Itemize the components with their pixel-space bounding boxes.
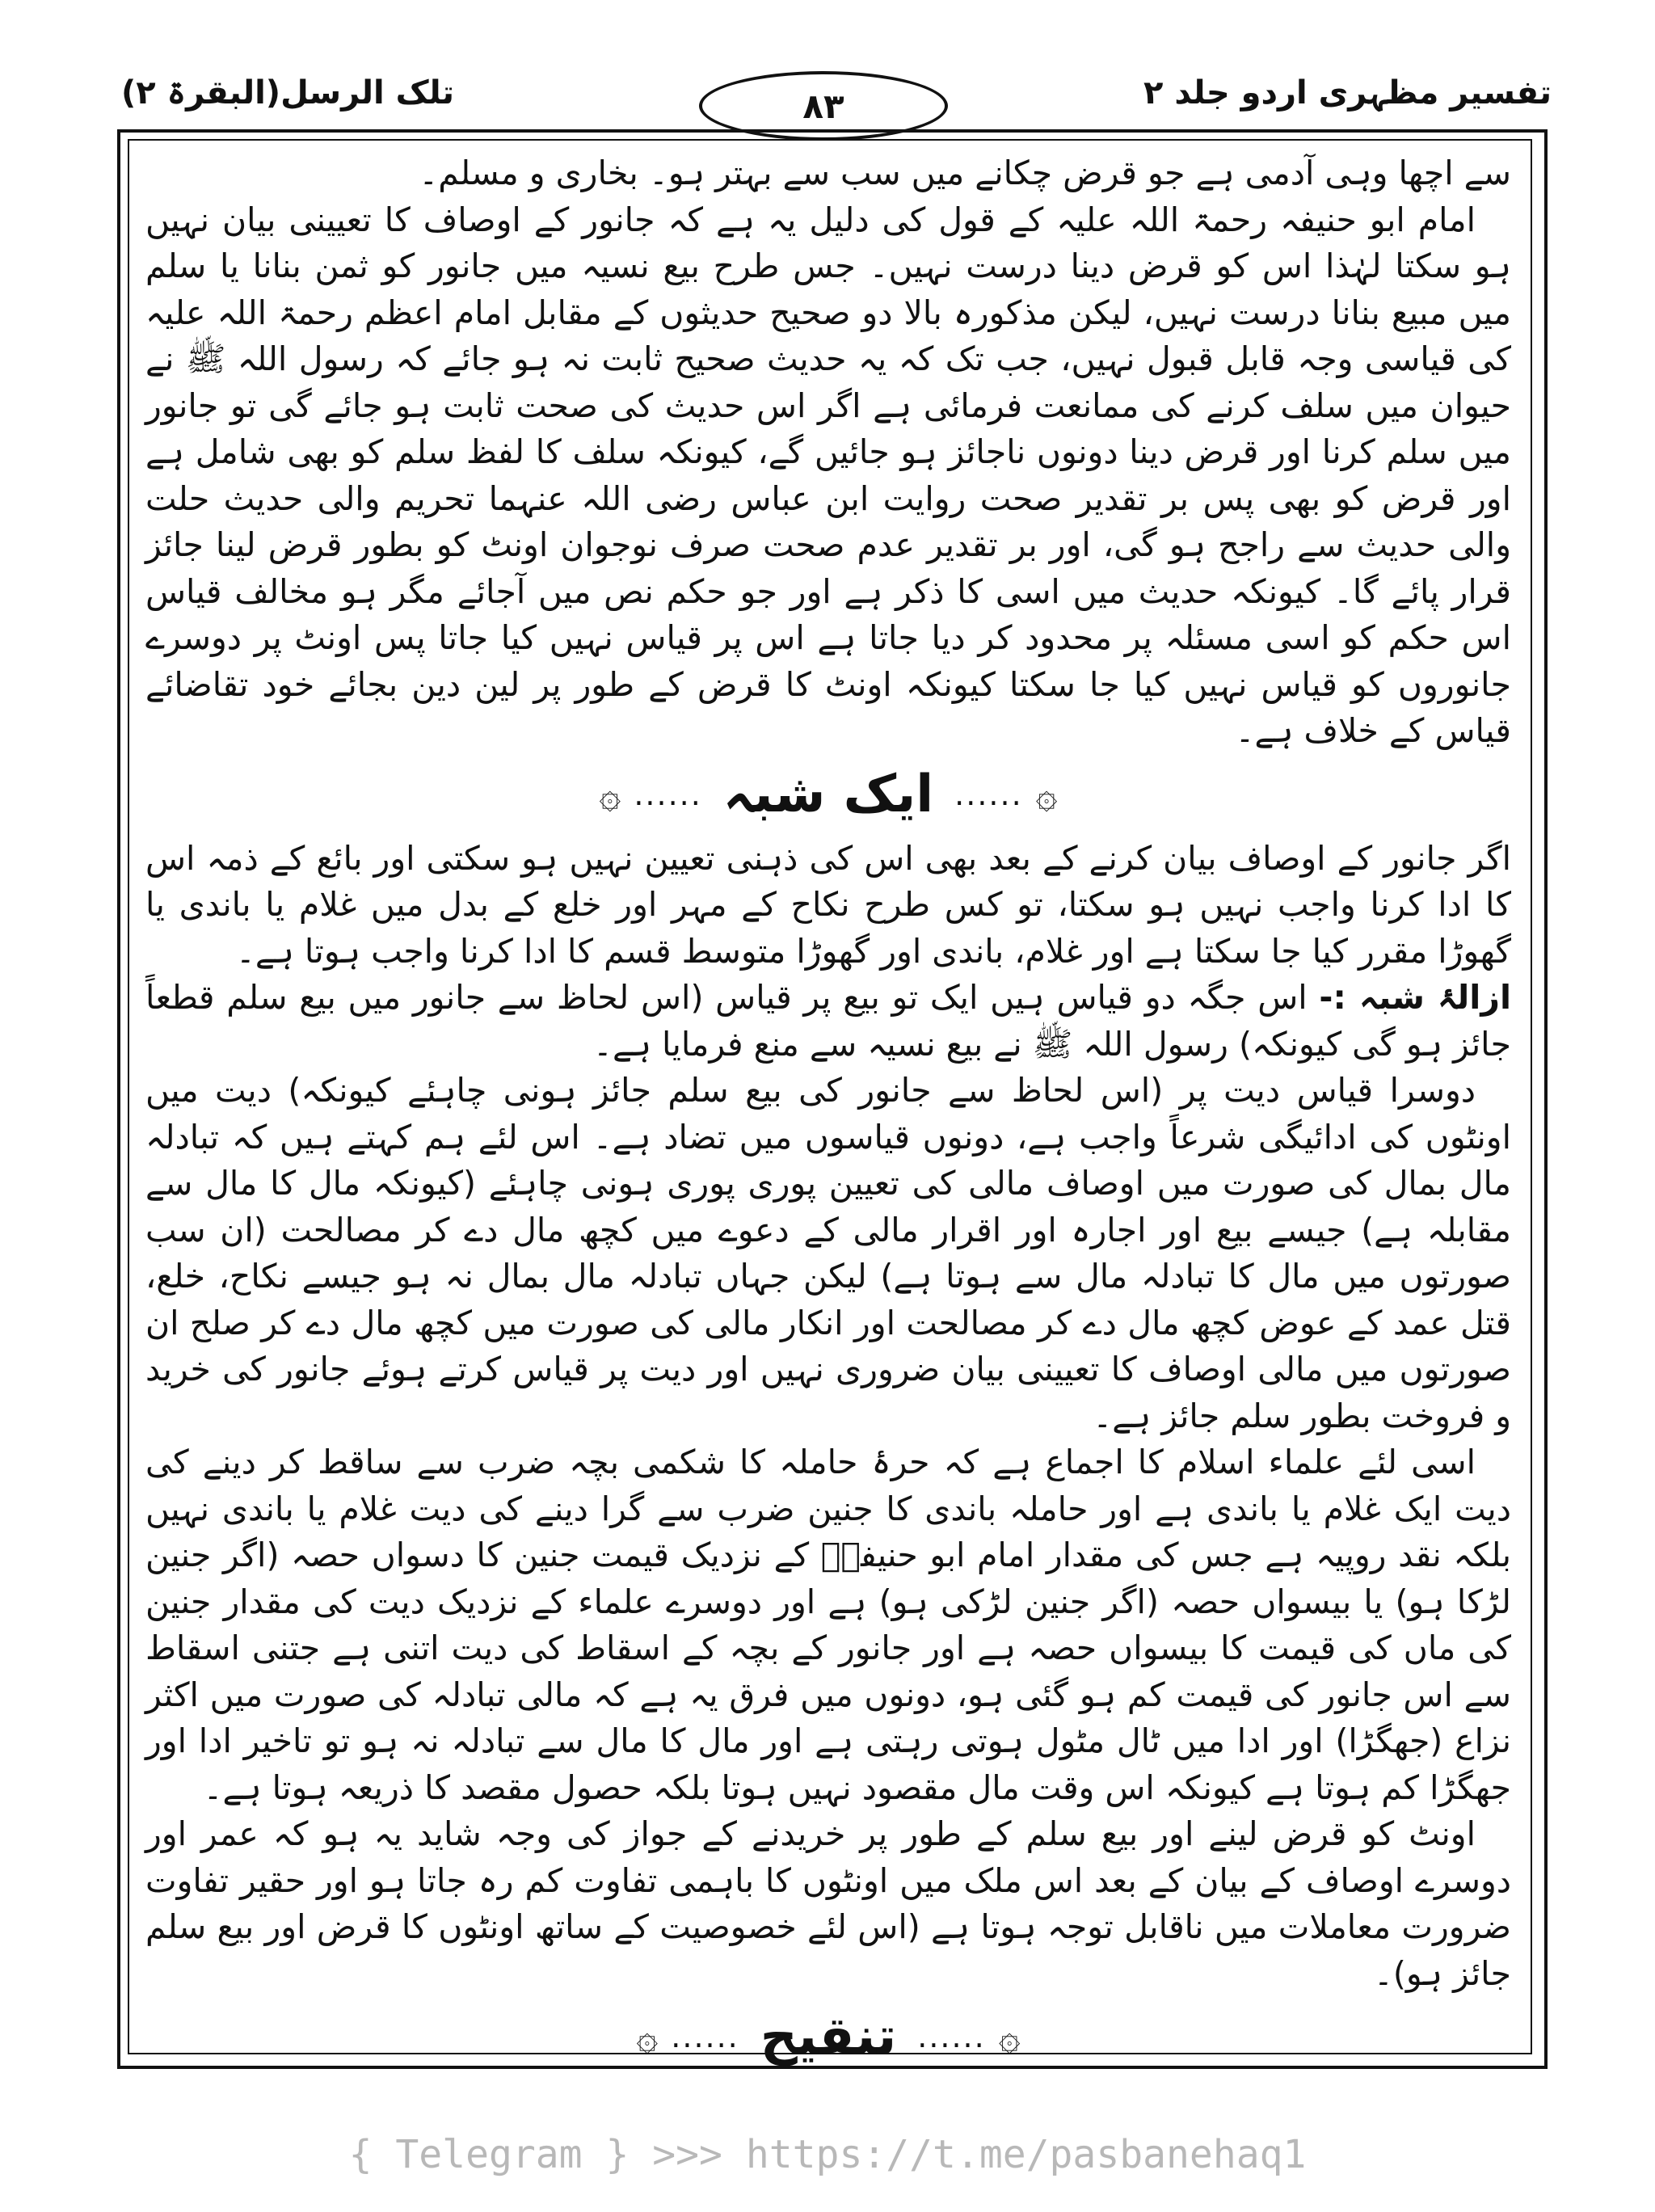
paragraph-izala: [145, 975, 1511, 1068]
ornament-icon: ۞: [998, 2015, 1021, 2059]
ornament-icon: ۞: [599, 772, 621, 816]
heading-dots: ......: [634, 776, 702, 812]
ornament-icon: ۞: [636, 2015, 659, 2059]
chapter-title: تلک الرسل(البقرۃ ۲): [121, 74, 454, 112]
book-title: تفسیر مظہری اردو جلد ۲: [1143, 74, 1552, 112]
paragraph: سے اچھا وہی آدمی ہے جو قرض چکانے میں سب سے بہتر ہو۔ بخاری و مسلم۔: [419, 154, 1511, 192]
paragraph: اونٹ کو قرض لینے اور بیع سلم کے طور پر خریدنے کے جواز کی وجہ شاید یہ ہو کہ عمر اور دوسرے اوصاف کے بیان کے بعد اس ملک میں اونٹوں کا باہمی تفاوت کم رہ جاتا ہو اور حقیر تفاوت ضرورت معاملات میں ناقابل توجہ ہوتا ہے (اس لئے خصوصیت کے ساتھ اونٹوں کا قرض اور بیع سلم جائز ہو)۔: [145, 1814, 1511, 1993]
ornament-icon: ۞: [1035, 772, 1058, 816]
paragraph: اسی لئے علماء اسلام کا اجماع ہے کہ حرۂ حاملہ کا شکمی بچہ ضرب سے ساقط کر دینے کی دیت ایک غلام یا باندی ہے اور حاملہ باندی کا جنین ضرب سے گرا دینے کی دیت غلام یا باندی نہیں بلکہ نقد روپیہ ہے جس کی مقدار امام ابو حنیفہؒ کے نزدیک قیمت جنین کا دسواں حصہ (اگر جنین لڑکا ہو) یا بیسواں حصہ (اگر جنین لڑکی ہو) ہے اور دوسرے علماء کے نزدیک دیت کی مقدار جنین کی ماں کی قیمت کا بیسواں حصہ ہے اور جانور کے بچہ کے اسقاط کی دیت اتنی ہے جتنی اسقاط سے اس جانور کی قیمت کم ہو گئی ہو، دونوں میں فرق یہ ہے کہ مالی تبادلہ کی صورت میں اکثر نزاع (جھگڑا) اور ادا میں ٹال مٹول ہوتی رہتی ہے اور مال کا مال سے تبادلہ نہ ہو تو تاخیر ادا اور جھگڑا کم ہوتا ہے کیونکہ اس وقت مال مقصود نہیں ہوتا بلکہ حصول مقصد کا ذریعہ ہوتا ہے۔: [145, 1443, 1511, 1807]
telegram-watermark: { Telegram } >>> https://t.me/pasbanehaq1: [348, 2132, 1307, 2177]
paragraph: دوسرا قیاس دیت پر (اس لحاظ سے جانور کی بیع سلم جائز ہونی چاہئے کیونکہ) دیت میں اونٹوں کی ادائیگی شرعاً واجب ہے، دونوں قیاسوں میں تضاد ہے۔ اس لئے ہم کہتے ہیں کہ تبادلہ مال بمال کی صورت میں اوصاف مالی کی تعیین پوری پوری ہونی چاہئے (کیونکہ مال کا مال سے مقابلہ ہے) جیسے بیع اور اجارہ اور اقرار مالی کے دعوے میں کچھ مال دے کر مصالحت (ان سب صورتوں میں مال کا تبادلہ مال سے ہوتا ہے) لیکن جہاں تبادلہ مال بمال نہ ہو جیسے نکاح، خلع، قتل عمد کے عوض کچھ مال دے کر مصالحت اور انکار مالی کی صورت میں کچھ مال دے کر صلح ان صورتوں میں مالی اوصاف کا تعیینی بیان ضروری نہیں اور دیت پر قیاس کرتے ہوئے جانور کی خرید و فروخت بطور سلم جائز ہے۔: [145, 1071, 1511, 1435]
izala-lead: ازالۂ شبہ :-: [1319, 978, 1511, 1017]
main-text: [145, 150, 1511, 2078]
page-number-text: ۸۳: [802, 86, 844, 126]
section-heading-title: ایک شبہ: [722, 764, 934, 824]
heading-dots: ......: [954, 776, 1023, 812]
izala-text: اس جگہ دو قیاس ہیں ایک تو بیع پر قیاس (اس لحاظ سے جانور میں بیع سلم قطعاً جائز ہو گی کیونکہ) رسول اللہ ﷺ نے بیع نسیہ سے منع فرمایا ہے۔: [145, 978, 1511, 1064]
section-heading-tanqih: [145, 1997, 1511, 2078]
heading-dots: ......: [671, 2019, 739, 2055]
heading-dots: ......: [917, 2019, 986, 2055]
section-heading-title: تنقیح: [760, 2007, 897, 2067]
paragraph: امام ابو حنیفہ رحمۃ اللہ علیہ کے قول کی دلیل یہ ہے کہ جانور کے اوصاف کا تعیینی بیان نہیں ہو سکتا لہٰذا اس کو قرض دینا درست نہیں۔ جس طرح بیع نسیہ میں جانور کو ثمن بنانا یا سلم میں مبیع بنانا درست نہیں، لیکن مذکورہ بالا دو صحیح حدیثوں کے مقابل امام اعظم رحمۃ اللہ علیہ کی قیاسی وجہ قابل قبول نہیں، جب تک کہ یہ حدیث صحیح ثابت نہ ہو جائے کہ رسول اللہ ﷺ نے حیوان میں سلف کرنے کی ممانعت فرمائی ہے اگر اس حدیث کی صحت ثابت ہو جائے گی تو جانور میں سلم کرنا اور قرض دینا دونوں ناجائز ہو جائیں گے، کیونکہ سلف کا لفظ سلم کو بھی شامل ہے اور قرض کو بھی پس بر تقدیر صحت روایت ابن عباس رضی اللہ عنہما تحریم والی حدیث حلت والی حدیث سے راجح ہو گی، اور بر تقدیر عدم صحت صرف نوجوان اونٹ کو بطور قرض لینا جائز قرار پائے گا۔ کیونکہ حدیث میں اسی کا ذکر ہے اور جو حکم نص میں آجائے مگر ہو مخالف قیاس اس حکم کو اسی مسئلہ پر محدود کر دیا جاتا ہے اس پر قیاس نہیں کیا جاتا پس اونٹ پر دوسرے جانوروں کو قیاس نہیں کیا جا سکتا کیونکہ اونٹ کا قرض کے طور پر لین دین بجائے خود تقاضائے قیاس کے خلاف ہے۔: [145, 200, 1511, 750]
paragraph: اگر جانور کے اوصاف بیان کرنے کے بعد بھی اس کی ذہنی تعیین نہیں ہو سکتی اور بائع کے ذمہ اس کا ادا کرنا واجب نہیں ہو سکتا، تو کس طرح نکاح کے مہر اور خلع کے بدل میں غلام یا باندی یا گھوڑا مقرر کیا جا سکتا ہے اور غلام، باندی اور گھوڑا متوسط قسم کا ادا کرنا واجب ہوتا ہے۔: [145, 838, 1511, 971]
section-heading-shubha: [145, 755, 1511, 836]
